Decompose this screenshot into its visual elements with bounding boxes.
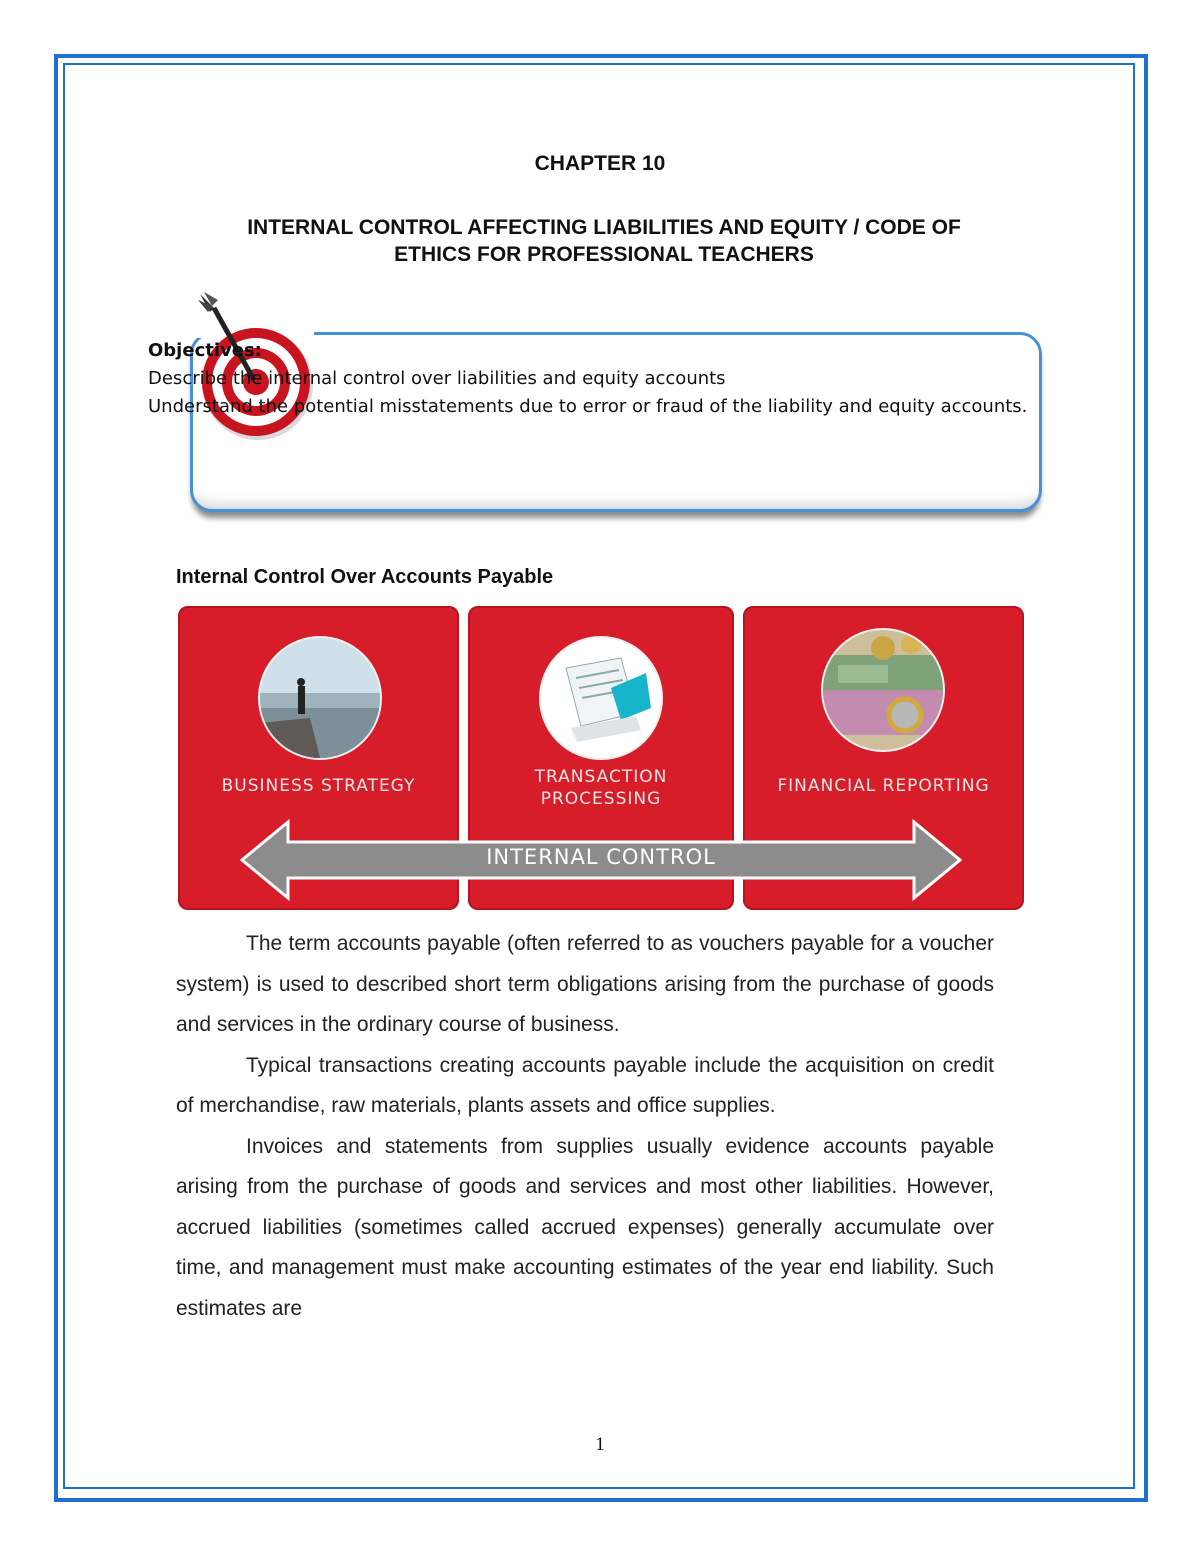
body-text	[176, 924, 994, 1329]
panel-label-transaction-processing: TRANSACTION PROCESSING	[534, 767, 668, 809]
objectives-text	[148, 337, 1128, 421]
internal-control-label: INTERNAL CONTROL	[486, 845, 716, 869]
objective-item: Understand the potential misstatements due to error or fraud of the liability and equity accounts.	[148, 396, 1028, 417]
section-heading: Internal Control Over Accounts Payable	[176, 566, 554, 588]
paragraph: Typical transactions creating accounts payable include the acquisition on credit of merchandise, raw materials, plants assets and office supplies.	[176, 1053, 994, 1117]
chapter-number: CHAPTER 10	[534, 152, 666, 175]
paragraph: Invoices and statements from supplies usually evidence accounts payable arising from the purchase of goods and services and most other liabilities. However, accrued liabilities (sometimes called accrued expenses) generally accumulate over time, and management must make accounting estimates of the year end liability. Such estimates are	[176, 1134, 994, 1320]
page-number: 1	[595, 1434, 605, 1455]
internal-control-diagram	[176, 606, 1026, 914]
panel-label-business-strategy: BUSINESS STRATEGY	[221, 776, 416, 796]
paragraph: The term accounts payable (often referred to as vouchers payable for a voucher system) is used to described short term obligations arising from the purchase of goods and services in the ordinary course of business.	[176, 932, 994, 1036]
chapter-title	[150, 214, 1058, 268]
objective-item: Describe the internal control over liabilities and equity accounts	[148, 368, 726, 389]
chapter-title-line1: INTERNAL CONTROL AFFECTING LIABILITIES AND EQUITY / CODE OF	[247, 216, 961, 239]
panel-label-financial-reporting: FINANCIAL REPORTING	[777, 776, 990, 796]
chapter-title-line2: ETHICS FOR PROFESSIONAL TEACHERS	[394, 243, 814, 266]
objectives-heading: Objectives:	[148, 340, 262, 361]
